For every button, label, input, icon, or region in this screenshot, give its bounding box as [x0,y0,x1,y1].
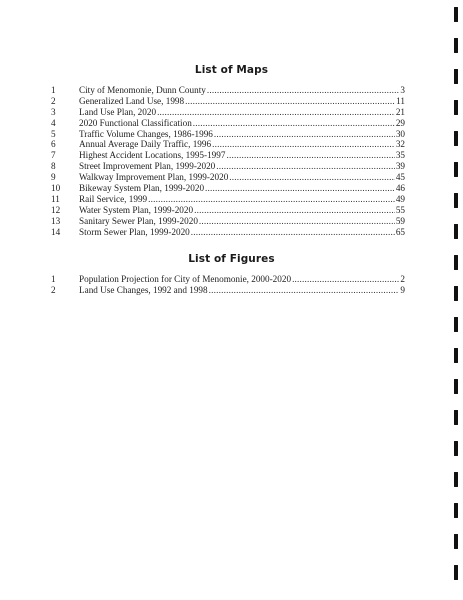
item-number: 10 [51,183,61,194]
item-page-number: 59 [395,215,405,226]
binding-hole [454,69,458,84]
binding-hole [454,286,458,301]
dot-leader [216,161,395,172]
item-title: Land Use Changes, 1992 and 1998 [79,284,208,295]
item-page-number: 32 [395,139,405,150]
item-title: Land Use Plan, 2020 [79,106,157,117]
dot-leader [194,205,395,216]
list-item [51,129,405,140]
item-number: 14 [51,226,61,237]
dot-leader [191,227,395,238]
list-item [51,194,405,205]
item-title: Street Improvement Plan, 1999-2020 [79,161,216,172]
item-page-number: 21 [395,106,405,117]
item-page-number: 65 [395,226,405,237]
dot-leader [185,96,395,107]
item-page-number: 49 [395,193,405,204]
item-number: 4 [51,117,56,128]
item-title: Annual Average Daily Traffic, 1996 [79,139,212,150]
binding-hole [454,224,458,239]
item-title: Water System Plan, 1999-2020 [79,204,194,215]
binding-hole [454,472,458,487]
item-title: Generalized Land Use, 1998 [79,95,185,106]
list-item [51,161,405,172]
item-page-number: 46 [395,183,405,194]
list-item [51,172,405,183]
binding-hole [454,565,458,580]
list-of-maps-heading: List of Maps [194,64,269,76]
binding-hole [454,100,458,115]
item-number: 3 [51,106,56,117]
binding-hole [454,162,458,177]
list-item [51,205,405,216]
list-item [51,150,405,161]
dot-leader [148,194,395,205]
binding-hole [454,379,458,394]
binding-hole [454,38,458,53]
list-item [51,216,405,227]
item-title: Bikeway System Plan, 1999-2020 [79,183,205,194]
item-number: 7 [51,150,56,161]
item-number: 1 [51,85,56,95]
item-page-number: 11 [396,95,405,106]
binding-hole [454,410,458,425]
item-title: 2020 Functional Classification [79,117,192,128]
item-page-number: 30 [395,128,405,139]
list-item [51,274,405,285]
list-of-figures-heading: List of Figures [188,253,275,265]
item-number: 6 [51,139,56,150]
item-title: Population Projection for City of Menomonie, 2000-2020 [79,274,292,284]
item-number: 13 [51,215,61,226]
dot-leader [214,129,395,140]
item-title: Storm Sewer Plan, 1999-2020 [79,226,190,237]
item-title: Sanitary Sewer Plan, 1999-2020 [79,215,198,226]
item-number: 8 [51,161,56,172]
binding-hole [454,131,458,146]
item-title: Rail Service, 1999 [79,193,148,204]
dot-leader [157,107,395,118]
item-page-number: 45 [395,172,405,183]
list-item [51,285,405,296]
list-item [51,107,405,118]
dot-leader [199,216,395,227]
dot-leader [292,274,399,285]
dot-leader [205,183,395,194]
item-title: Traffic Volume Changes, 1986-1996 [79,128,213,139]
binding-hole [454,7,458,22]
dot-leader [229,172,395,183]
binding-hole [454,317,458,332]
item-number: 5 [51,128,56,139]
dot-leader [226,150,394,161]
item-page-number: 9 [400,284,405,295]
item-page-number: 35 [395,150,405,161]
list-item [51,118,405,129]
item-number: 12 [51,204,61,215]
dot-leader [207,85,400,96]
list-item [51,85,405,96]
item-page-number: 29 [395,117,405,128]
binding-hole [454,255,458,270]
list-of-figures [51,274,405,296]
binding-hole [454,441,458,456]
list-item [51,227,405,238]
item-title: Walkway Improvement Plan, 1999-2020 [79,172,229,183]
item-number: 2 [51,284,56,295]
item-page-number: 3 [400,85,405,95]
item-page-number: 2 [400,274,405,284]
item-title: Highest Accident Locations, 1995-1997 [79,150,226,161]
item-number: 1 [51,274,56,284]
binding-hole [454,503,458,518]
list-item [51,139,405,150]
item-number: 2 [51,95,56,106]
list-item [51,183,405,194]
item-page-number: 55 [395,204,405,215]
spiral-binding-edge [453,0,463,600]
item-title: City of Menomonie, Dunn County [79,85,206,95]
binding-hole [454,534,458,549]
binding-hole [454,348,458,363]
dot-leader [209,285,400,296]
item-page-number: 39 [395,161,405,172]
dot-leader [212,139,395,150]
binding-hole [454,193,458,208]
dot-leader [193,118,395,129]
item-number: 11 [51,193,60,204]
item-number: 9 [51,172,56,183]
list-item [51,96,405,107]
list-of-maps [51,85,405,237]
